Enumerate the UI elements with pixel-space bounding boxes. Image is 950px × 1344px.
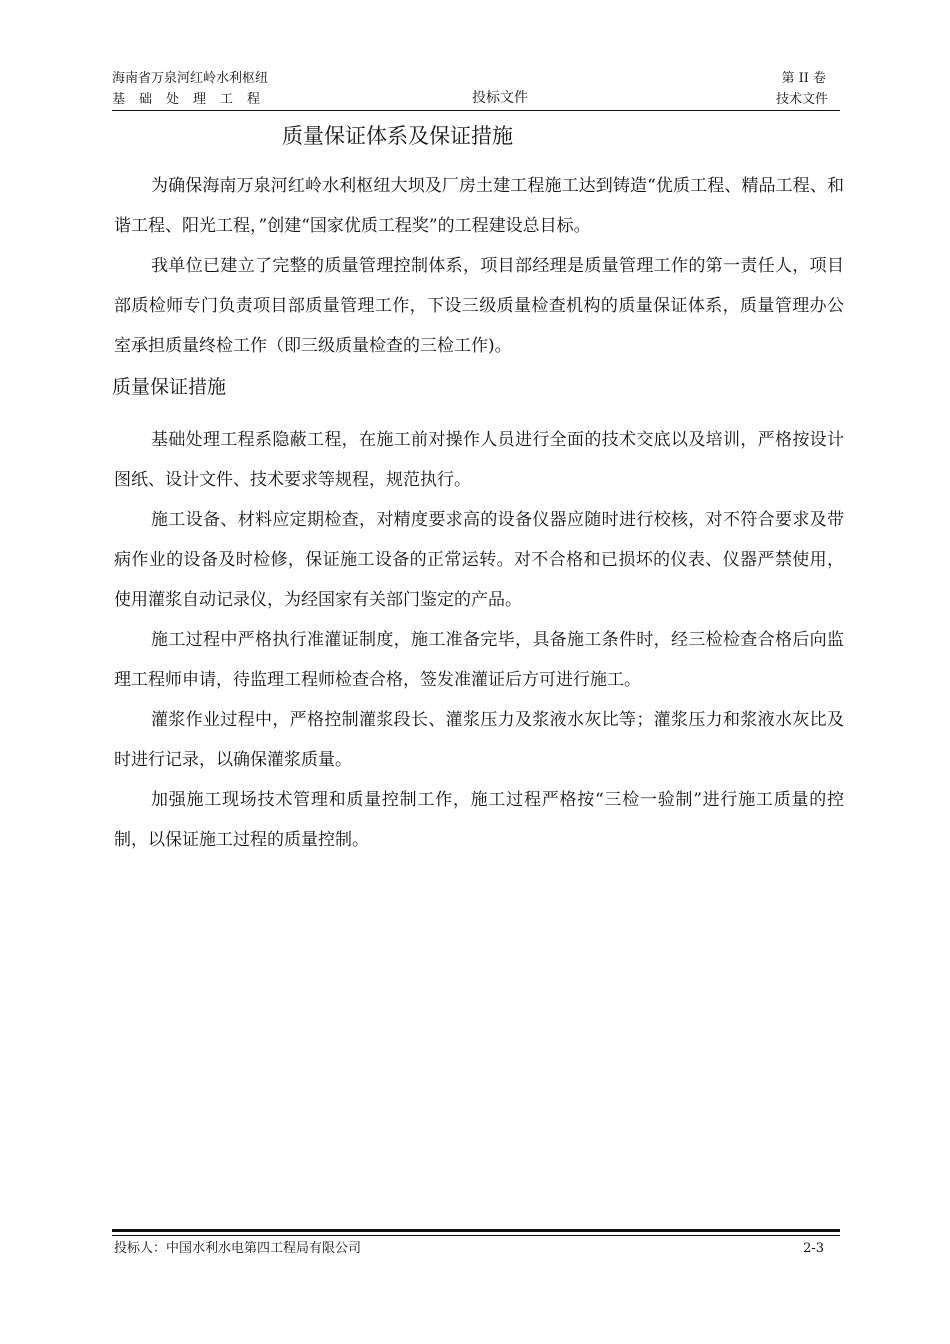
paragraph-system: 我单位已建立了完整的质量管理控制体系，项目部经理是质量管理工作的第一责任人，项目部质检师专门负责项目部质量管理工作，下设三级质量检查机构的质量保证体系，质量管理办公室承担质量终检工作（即三级质量检查的三检工作)。 xyxy=(114,256,844,356)
footer-divider-thick xyxy=(112,1229,840,1232)
header-divider xyxy=(112,110,840,111)
header-work-name: 基础处理工程 xyxy=(112,92,275,107)
page-header xyxy=(112,70,840,112)
header-document-type: 投标文件 xyxy=(472,90,528,106)
footer-bidder: 投标人：中国水利水电第四工程局有限公司 xyxy=(114,1241,362,1256)
header-project-name: 海南省万泉河红岭水利枢纽 xyxy=(112,71,269,86)
paragraph-measure: 施工设备、材料应定期检查，对精度要求高的设备仪器应随时进行校核，对不符合要求及带病作业的设备及时检修，保证施工设备的正常运转。对不合格和已损坏的仪表、仪器严禁使用，使用灌浆自动记录仪，为经国家有关部门鉴定的产品。 xyxy=(114,510,844,610)
page-number: 2-3 xyxy=(803,1241,824,1256)
paragraph-measure: 加强施工现场技术管理和质量控制工作，施工过程严格按“三检一验制”进行施工质量的控制，以保证施工过程的质量控制。 xyxy=(114,790,844,850)
footer-divider-thin xyxy=(112,1235,840,1236)
page-title: 质量保证体系及保证措施 xyxy=(282,124,513,148)
paragraph-measure: 施工过程中严格执行准灌证制度，施工准备完毕，具备施工条件时，经三检检查合格后向监理工程师申请，待监理工程师检查合格，签发准灌证后方可进行施工。 xyxy=(114,630,844,690)
paragraph-measure: 灌浆作业过程中，严格控制灌浆段长、灌浆压力及浆液水灰比等；灌浆压力和浆液水灰比及时进行记录，以确保灌浆质量。 xyxy=(114,710,844,770)
header-section: 技术文件 xyxy=(775,92,828,107)
paragraph-goal: 为确保海南万泉河红岭水利枢纽大坝及厂房土建工程施工达到铸造“优质工程、精品工程、和谐工程、阳光工程，”创建“国家优质工程奖”的工程建设总目标。 xyxy=(114,176,844,236)
section-heading: 质量保证措施 xyxy=(112,376,227,398)
header-volume: 第 II 卷 xyxy=(781,71,826,86)
paragraph-measure: 基础处理工程系隐蔽工程，在施工前对操作人员进行全面的技术交底以及培训，严格按设计图纸、设计文件、技术要求等规程，规范执行。 xyxy=(114,430,844,490)
